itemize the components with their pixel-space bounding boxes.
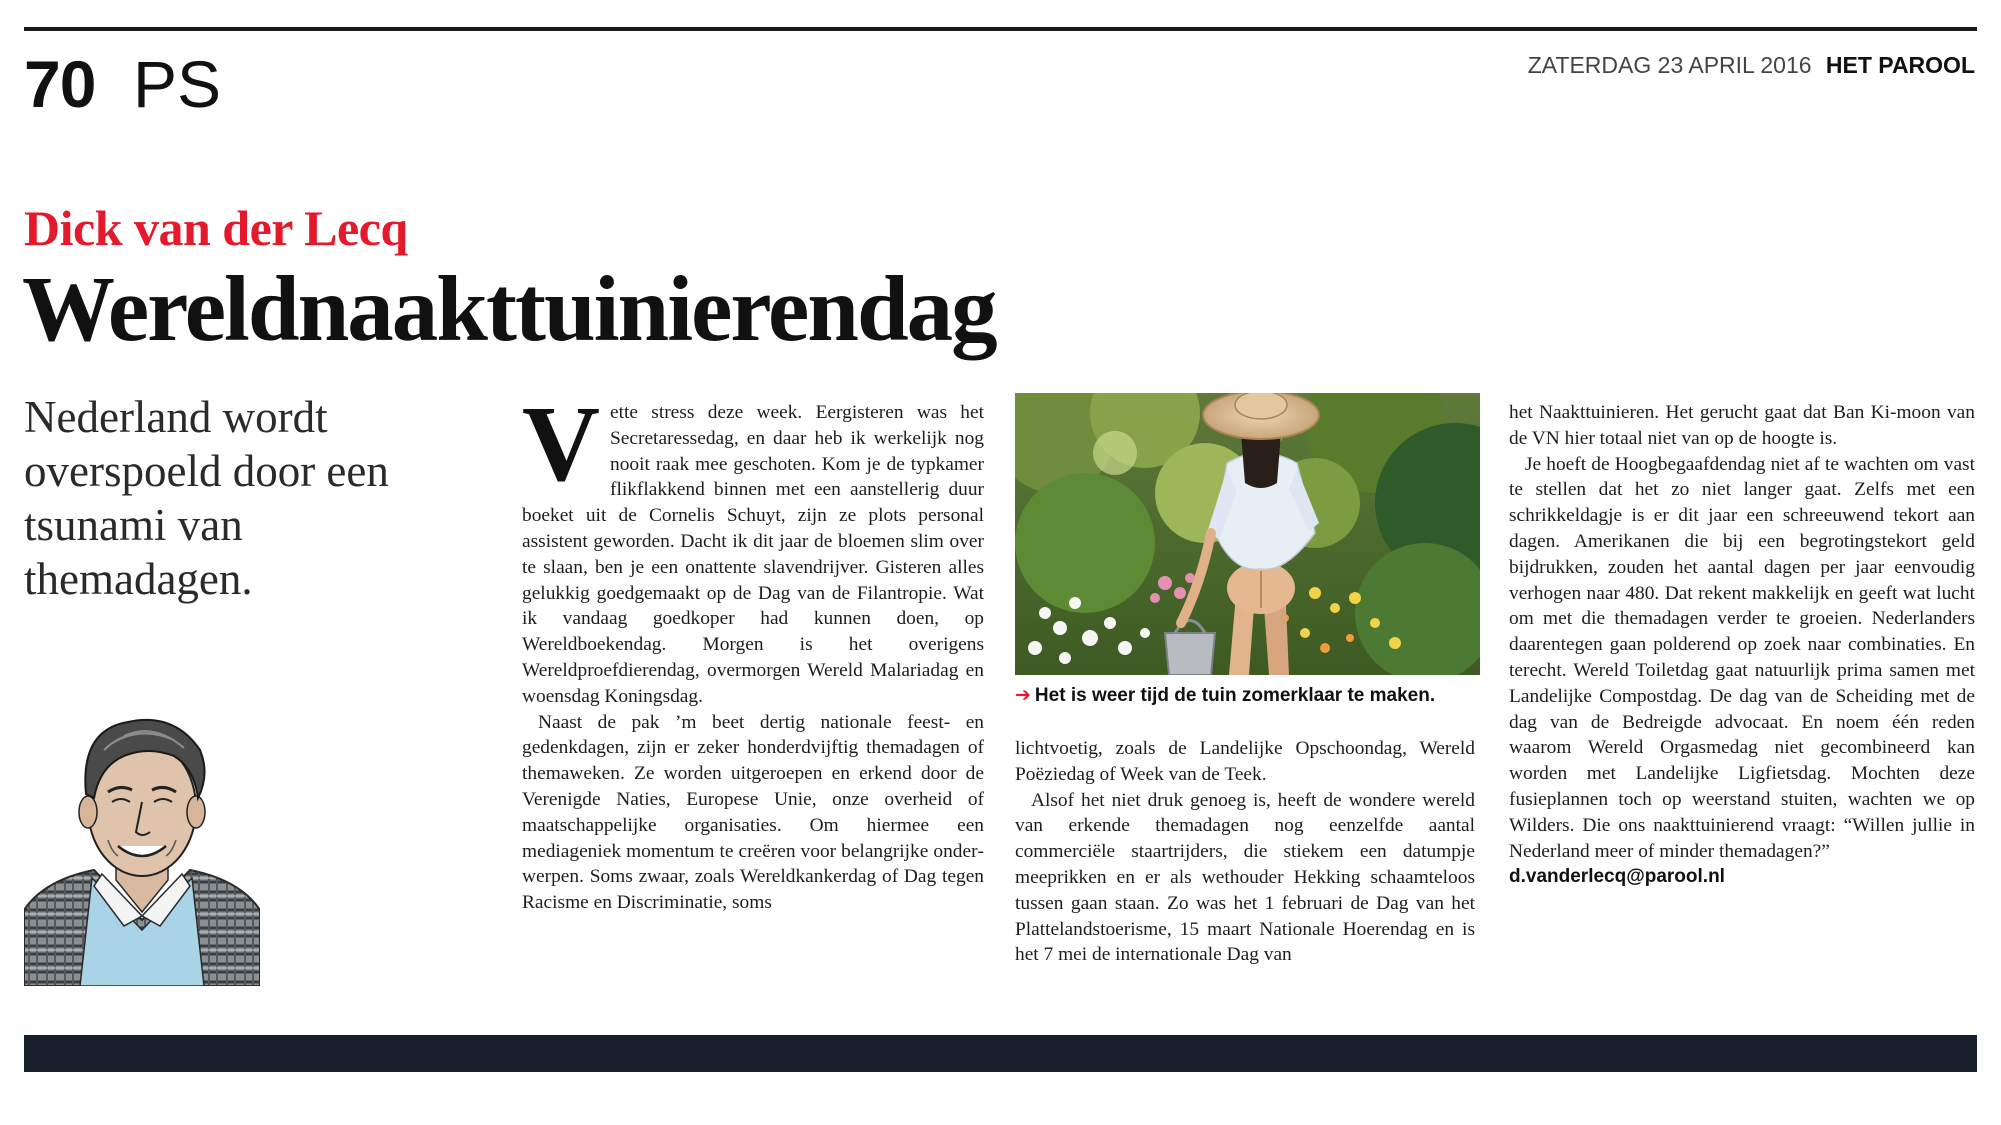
arrow-icon: ➔ bbox=[1015, 685, 1031, 706]
author-name: Dick van der Lecq bbox=[24, 200, 408, 256]
article-column-1 bbox=[522, 385, 984, 916]
photo-caption bbox=[1015, 683, 1480, 709]
standfirst: Nederland wordt overspoeld door een tsunami van themadagen. bbox=[24, 392, 389, 604]
body-paragraph: Naast de pak ’m beet dertig nationale feest- en gedenkdagen, zijn er zeker honderdvijftig themadagen of themaweken. Ze worden uitgeroepen en erkend door de Verenigde Naties, Europese Unie, onze overheid of maatschappelijke organisaties. Om hiermee een mediageniek momentum te creëren voor belangrijke onderwerpen. Soms zwaar, zoals Wereldkankerdag of Dag tegen Racisme en Discriminatie, soms bbox=[522, 711, 984, 914]
top-rule bbox=[24, 27, 1977, 31]
body-paragraph: Je hoeft de Hoogbegaafdendag niet af te wachten om vast te stellen dat het zo niet langer gaat. Zelfs met een schrikkeldagje is er dit jaar een schreeuwend tekort aan dagen. Amerikanen die bij een begrotingstekort geld bijdrukken, zouden het aantal dagen per jaar eenvoudig verhogen naar 480. Dat rekent makkelijk en geeft wat lucht om met die themadagen verder te groeien. Nederlanders daarentegen gaan polderend op zoek naar combinaties. En terecht. Wereld Toiletdag gaat natuurlijk prima samen met Landelijke Compostdag. De dag van de Scheiding met de dag van de Bedreigde advocaat. En noem één reden waarom Wereld Orgasmedag niet gecombineerd kan worden met Landelijke Ligfietsdag. Mochten deze fusieplannen toch op weerstand stuiten, wachten we op Wilders. Die ons naakttuinierend vraagt: “Willen jullie in Nederland meer of minder themadagen?” bbox=[1509, 453, 1975, 862]
author-email[interactable]: d.vanderlecq@parool.nl bbox=[1509, 866, 1725, 888]
page-number: 70 bbox=[24, 47, 96, 121]
garden-photo bbox=[1015, 393, 1480, 675]
caption-text: Het is weer tijd de tuin zomerklaar te maken. bbox=[1034, 685, 1436, 706]
body-paragraph: lichtvoetig, zoals de Landelijke Opschoondag, Wereld Poëziedag of Week van de Teek. bbox=[1015, 738, 1475, 785]
article-column-2 bbox=[1015, 736, 1475, 968]
newspaper-name: HET PAROOL bbox=[1825, 52, 1975, 78]
bottom-bar bbox=[24, 1035, 1977, 1072]
article-column-3 bbox=[1509, 400, 1975, 890]
body-paragraph: ette stress deze week. Eergisteren was het Secretaressedag, en daar heb ik werkelijk nog nooit raak mee geschoten. Kom je de typkamer flikflakkend binnen met een aanstellerig duur boeket uit de Cornelis Schuyt, zijn ze plots personal assistent geworden. Dacht ik dit jaar de bloemen slim over te slaan, ben je een onattente slavendrijver. Gisteren alles gelukkig goedgemaakt op de Dag van de Filantropie. Wat ik vandaag goedkoper had kunnen doen, op Wereldboekendag. Morgen is het overigens Wereldproefdierendag, overmorgen Wereld Malariadag en woensdag Koningsdag. bbox=[522, 402, 984, 707]
issue-date: ZATERDAG 23 APRIL 2016 bbox=[1527, 52, 1812, 78]
body-paragraph: Alsof het niet druk genoeg is, heeft de wondere wereld van erkende themadagen nog eenzelfde aantal commerciële staartrijders, die stiekem een datumpje meeprikken en er als wethouder Hekking schaamteloos tussen gaan staan. Zo was het 1 februari de Dag van het Plattelandstoerisme, 15 maart Nationale Hoerendag en is het 7 mei de internationale Dag van bbox=[1015, 789, 1475, 966]
body-paragraph: het Naakttuinieren. Het gerucht gaat dat Ban Ki-moon van de VN hier totaal niet van op de hoogte is. bbox=[1509, 402, 1975, 449]
author-portrait bbox=[24, 690, 260, 986]
drop-cap: V bbox=[522, 385, 600, 504]
headline: Wereldnaakttuinierendag bbox=[22, 258, 996, 361]
dateline bbox=[1528, 50, 1975, 80]
section-label: PS bbox=[133, 47, 222, 121]
